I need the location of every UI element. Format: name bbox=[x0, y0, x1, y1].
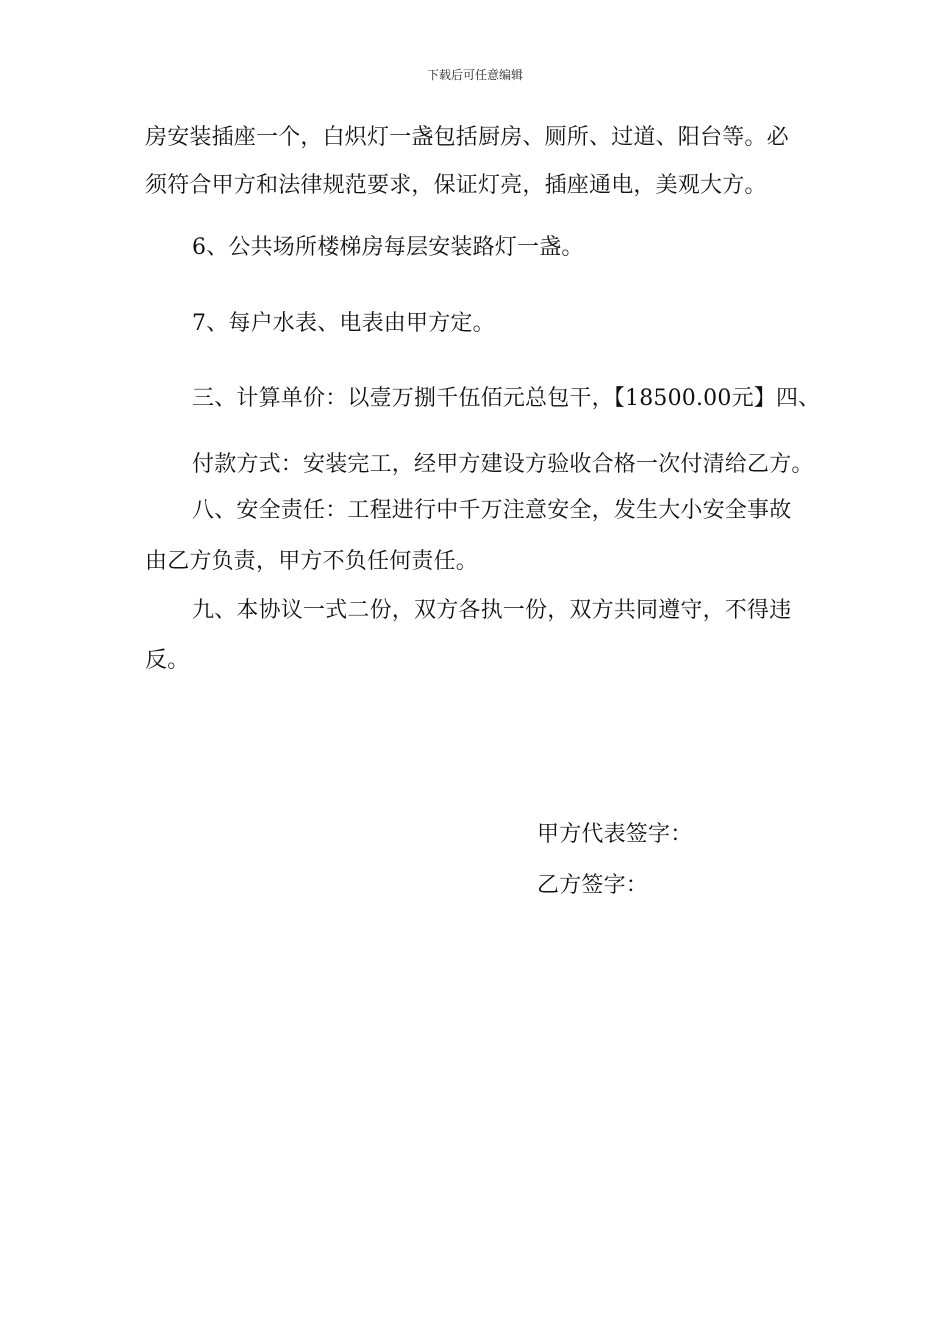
page-header: 下载后可任意编辑 bbox=[426, 68, 523, 82]
paragraph-line: 6、公共场所楼梯房每层安装路灯一盏。 bbox=[192, 235, 584, 260]
party-a-signature-label: 甲方代表签字： bbox=[537, 822, 693, 847]
paragraph-line: 八、安全责任：工程进行中千万注意安全，发生大小安全事故 bbox=[192, 498, 792, 523]
paragraph-line: 九、本协议一式二份，双方各执一份，双方共同遵守，不得违 bbox=[192, 598, 792, 623]
paragraph-line: 房安装插座一个，白炽灯一盏包括厨房、厕所、过道、阳台等。必 bbox=[145, 125, 789, 150]
party-b-signature-label: 乙方签字： bbox=[537, 873, 649, 898]
paragraph-line: 三、计算单价：以壹万捌千伍佰元总包干，【18500.00元】四、 bbox=[192, 386, 821, 411]
paragraph-line: 由乙方负责，甲方不负任何责任。 bbox=[145, 549, 479, 574]
paragraph-line: 须符合甲方和法律规范要求，保证灯亮，插座通电，美观大方。 bbox=[145, 173, 767, 198]
paragraph-line: 7、每户水表、电表由甲方定。 bbox=[192, 311, 495, 336]
paragraph-line: 反。 bbox=[145, 648, 190, 673]
paragraph-line: 付款方式：安装完工，经甲方建设方验收合格一次付清给乙方。 bbox=[192, 452, 814, 477]
